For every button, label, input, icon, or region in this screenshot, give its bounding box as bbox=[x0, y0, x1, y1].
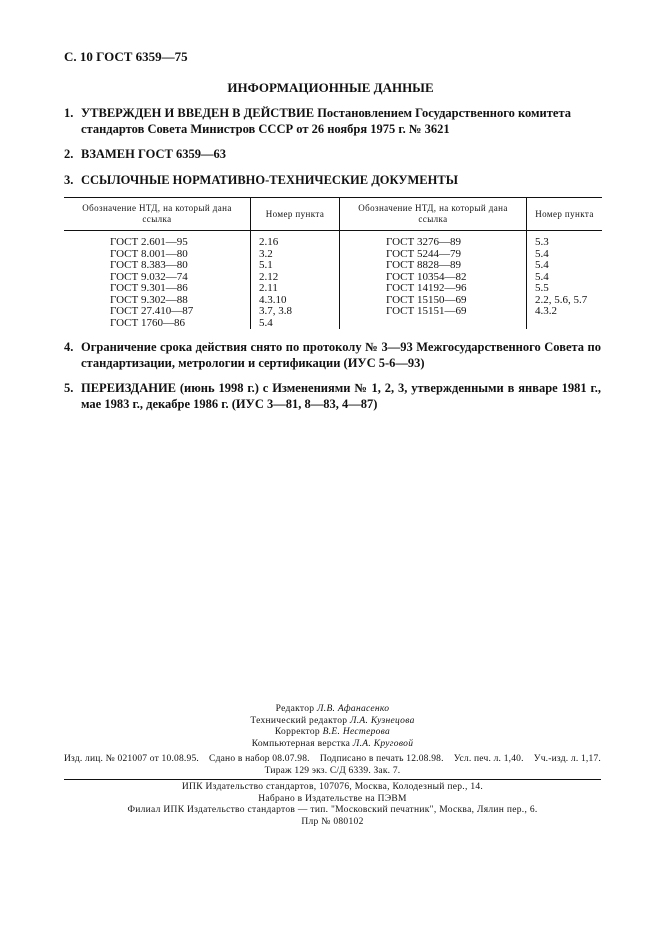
page-header: С. 10 ГОСТ 6359—75 bbox=[64, 49, 188, 64]
table-row bbox=[64, 283, 602, 295]
imprint-block bbox=[64, 754, 601, 777]
item-number: 3. bbox=[64, 173, 74, 187]
doc-cell: ГОСТ 9.301—86 bbox=[64, 283, 251, 295]
imprint-signed: Подписано в печать 12.08.98. bbox=[319, 754, 444, 764]
point-cell: 3.2 bbox=[251, 249, 340, 261]
item-text: Ограничение срока действия снято по протоколу № 3—93 Межгосударственного Совета по стандартизации, метрологии и сертификации (ИУС 5-6—93) bbox=[81, 340, 601, 370]
doc-cell: ГОСТ 3276—89 bbox=[340, 231, 527, 249]
reference-documents-table bbox=[64, 197, 602, 329]
doc-cell: ГОСТ 2.601—95 bbox=[64, 231, 251, 249]
doc-cell: ГОСТ 14192—96 bbox=[340, 283, 527, 295]
point-cell: 5.3 bbox=[535, 236, 549, 248]
section-title: ИНФОРМАЦИОННЫЕ ДАННЫЕ bbox=[227, 80, 434, 95]
doc-cell: ГОСТ 9.302—88 bbox=[64, 295, 251, 307]
doc-cell: ГОСТ 10354—82 bbox=[340, 272, 527, 284]
info-item-4 bbox=[64, 339, 601, 371]
publisher-block bbox=[64, 782, 601, 828]
item-number: 2. bbox=[64, 147, 74, 161]
point-cell: 2.12 bbox=[251, 272, 340, 284]
credit-tech-editor bbox=[64, 716, 601, 728]
item-number: 1. bbox=[64, 106, 74, 120]
point-cell: 5.4 bbox=[535, 259, 549, 271]
divider bbox=[64, 779, 601, 780]
point-cell: 4.3.2 bbox=[535, 305, 557, 317]
editorial-credits bbox=[64, 704, 601, 750]
point-cell: 5.5 bbox=[535, 282, 549, 294]
publisher-line: Набрано в Издательстве на ПЭВМ bbox=[258, 793, 407, 804]
credit-role: Компьютерная верстка bbox=[251, 738, 351, 749]
imprint-sent: Сдано в набор 08.07.98. bbox=[209, 754, 310, 764]
table-header-row bbox=[64, 198, 602, 231]
credit-name: Л.А. Кузнецова bbox=[350, 715, 415, 726]
doc-cell: ГОСТ 8.383—80 bbox=[64, 260, 251, 272]
doc-cell: ГОСТ 5244—79 bbox=[340, 249, 527, 261]
item-text: ССЫЛОЧНЫЕ НОРМАТИВНО-ТЕХНИЧЕСКИЕ ДОКУМЕНТЫ bbox=[81, 173, 458, 187]
col-header-doc: Обозначение НТД, на который дана ссылка bbox=[340, 198, 527, 231]
col-header-point: Номер пункта bbox=[527, 198, 603, 231]
info-item-2 bbox=[64, 146, 601, 162]
credit-layout bbox=[64, 739, 601, 751]
info-item-3 bbox=[64, 172, 601, 188]
imprint-edition-sheets: Уч.-изд. л. 1,17. bbox=[533, 754, 601, 764]
point-cell: 5.4 bbox=[535, 270, 549, 283]
item-text: Постановлением Государственного комитета стандартов Совета Министров СССР от 26 ноября 1975 г. № 3621 bbox=[81, 106, 571, 136]
item-text: ВЗАМЕН ГОСТ 6359—63 bbox=[81, 147, 226, 161]
col-header-doc: Обозначение НТД, на который дана ссылка bbox=[64, 198, 251, 231]
credit-name: В.Е. Нестерова bbox=[322, 727, 391, 737]
point-cell: 2.11 bbox=[251, 283, 340, 295]
doc-cell: ГОСТ 8828—89 bbox=[340, 260, 527, 272]
point-cell: 2.2, 5.6, 5.7 bbox=[535, 293, 588, 306]
doc-cell: ГОСТ 27.410—87 bbox=[64, 306, 251, 318]
publisher-line: ИПК Издательство стандартов, 107076, Москва, Колодезный пер., 14. bbox=[181, 782, 484, 792]
info-item-5 bbox=[64, 380, 601, 412]
credit-name: Л.В. Афанасенко bbox=[317, 704, 390, 714]
point-cell: 5.1 bbox=[251, 260, 340, 272]
table-row bbox=[64, 306, 602, 318]
doc-cell: ГОСТ 9.032—74 bbox=[64, 272, 251, 284]
imprint-circulation: Тираж 129 экз. С/Д 6339. Зак. 7. bbox=[264, 765, 401, 776]
imprint-sheets: Усл. печ. л. 1,40. bbox=[453, 754, 524, 764]
doc-cell: ГОСТ 1760—86 bbox=[64, 318, 251, 330]
point-cell: 4.3.10 bbox=[251, 295, 340, 307]
info-item-1 bbox=[64, 105, 601, 137]
publisher-line: Плр № 080102 bbox=[301, 816, 364, 827]
credit-role: Редактор bbox=[275, 704, 315, 714]
table-row bbox=[64, 231, 602, 249]
item-text: ПЕРЕИЗДАНИЕ (июнь 1998 г.) с Изменениями № 1, 2, 3, утвержденными в январе 1981 г., мае 1983 г., декабре 1986 г. (ИУС 3—81, 8—83, 4—87) bbox=[81, 381, 601, 411]
publisher-line: Филиал ИПК Издательство стандартов — тип. "Московский печатник", Москва, Лялин пер., 6. bbox=[127, 805, 538, 815]
imprint-license: Изд. лиц. № 021007 от 10.08.95. bbox=[64, 754, 199, 764]
imprint-line bbox=[64, 754, 601, 766]
credit-corrector bbox=[64, 727, 601, 739]
point-cell: 5.4 bbox=[251, 318, 340, 330]
table-row bbox=[64, 260, 602, 272]
item-lead: УТВЕРЖДЕН И ВВЕДЕН В ДЕЙСТВИЕ bbox=[81, 106, 315, 120]
credit-role: Корректор bbox=[274, 727, 320, 737]
point-cell: 3.7, 3.8 bbox=[251, 306, 340, 318]
point-cell bbox=[527, 318, 603, 330]
doc-cell: ГОСТ 15150—69 bbox=[340, 295, 527, 307]
doc-cell bbox=[340, 318, 527, 330]
point-cell: 2.16 bbox=[251, 231, 340, 249]
doc-cell: ГОСТ 8.001—80 bbox=[64, 249, 251, 261]
credit-editor bbox=[64, 704, 601, 716]
point-cell: 5.4 bbox=[535, 247, 549, 260]
credit-name: Л.А. Круговой bbox=[352, 738, 414, 749]
col-header-point: Номер пункта bbox=[251, 198, 340, 231]
doc-cell: ГОСТ 15151—69 bbox=[340, 306, 527, 318]
item-number: 4. bbox=[64, 340, 74, 354]
table-row bbox=[64, 318, 602, 330]
credit-role: Технический редактор bbox=[250, 715, 348, 726]
item-number: 5. bbox=[64, 381, 74, 395]
